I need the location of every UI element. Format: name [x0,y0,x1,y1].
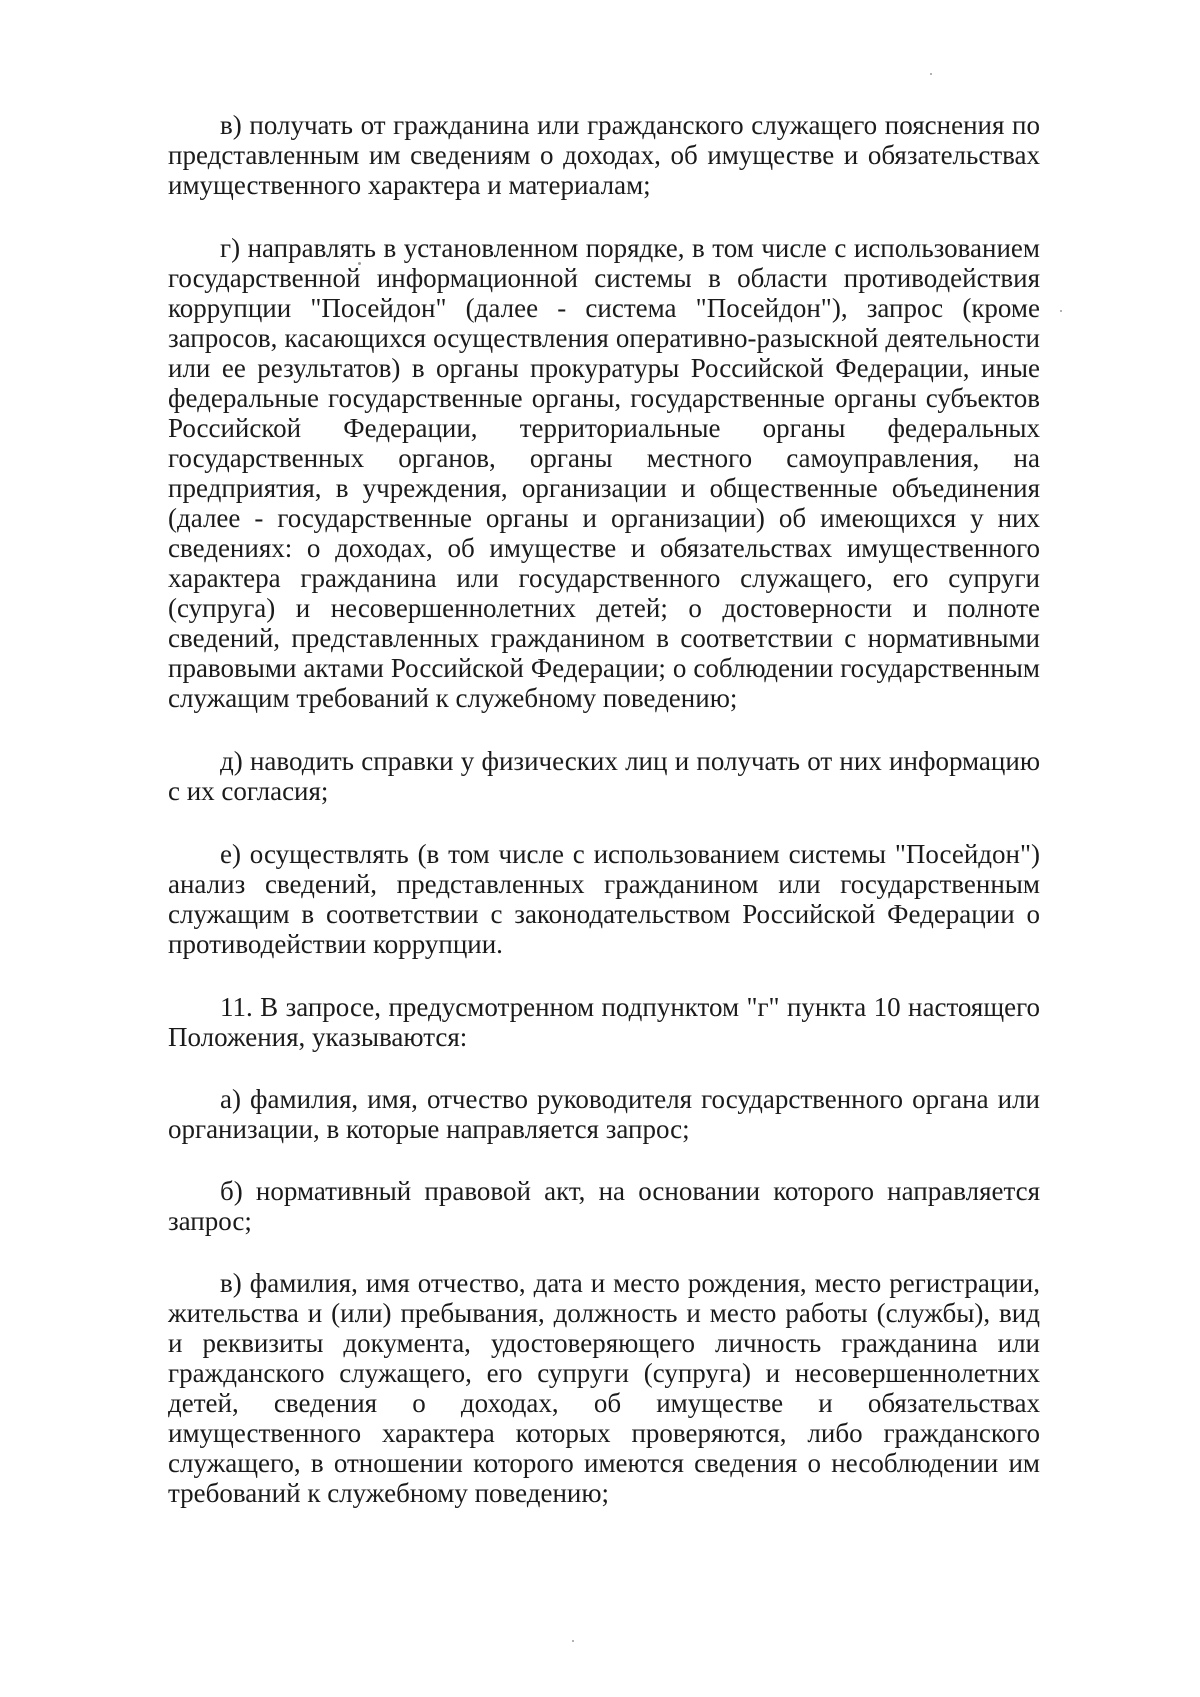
paragraph-subitem-b: б) нормативный правовой акт, на основании которого направляется запрос; [168,1176,1040,1236]
paragraph-subitem-g: г) направлять в установленном порядке, в том числе с использованием государственной информационной системы в области противодействия коррупции "Посейдон" (далее - система "Посейдон"), запрос (кроме запросов, касающихся осуществления оперативно-разыскной деятельности или ее результатов) в органы прокуратуры Российской Федерации, иные федеральные государственные органы, государственные органы субъектов Российской Федерации, территориальные органы федеральных государственных органов, органы местного самоуправления, на предприятия, в учреждения, организации и общественные объединения (далее - государственные органы и организации) об имеющихся у них сведениях: о доходах, об имуществе и обязательствах имущественного характера гражданина или государственного служащего, его супруги (супруга) и несовершеннолетних детей; о достоверности и полноте сведений, представленных гражданином в соответствии с нормативными правовыми актами Российской Федерации; о соблюдении государственным служащим требований к служебному поведению; [168,233,1040,713]
scan-speck [572,1640,574,1642]
document-body [168,110,1040,1508]
scan-speck [930,73,932,75]
paragraph-item-11: 11. В запросе, предусмотренном подпунктом "г" пункта 10 настоящего Положения, указываются: [168,992,1040,1052]
paragraph-subitem-d: д) наводить справки у физических лиц и получать от них информацию с их согласия; [168,746,1040,806]
paragraph-subitem-a: а) фамилия, имя, отчество руководителя государственного органа или организации, в которые направляется запрос; [168,1084,1040,1144]
paragraph-subitem-e: е) осуществлять (в том числе с использованием системы "Посейдон") анализ сведений, представленных гражданином или государственным служащим в соответствии с законодательством Российской Федерации о противодействии коррупции. [168,839,1040,959]
scan-speck [1060,310,1062,312]
paragraph-subitem-v: в) получать от гражданина или гражданского служащего пояснения по представленным им сведениям о доходах, об имуществе и обязательствах имущественного характера и материалам; [168,110,1040,200]
paragraph-subitem-v-2: в) фамилия, имя отчество, дата и место рождения, место регистрации, жительства и (или) пребывания, должность и место работы (службы), вид и реквизиты документа, удостоверяющего личность гражданина или гражданского служащего, его супруги (супруга) и несовершеннолетних детей, сведения о доходах, об имуществе и обязательствах имущественного характера которых проверяются, либо гражданского служащего, в отношении которого имеются сведения о несоблюдении им требований к служебному поведению; [168,1268,1040,1508]
